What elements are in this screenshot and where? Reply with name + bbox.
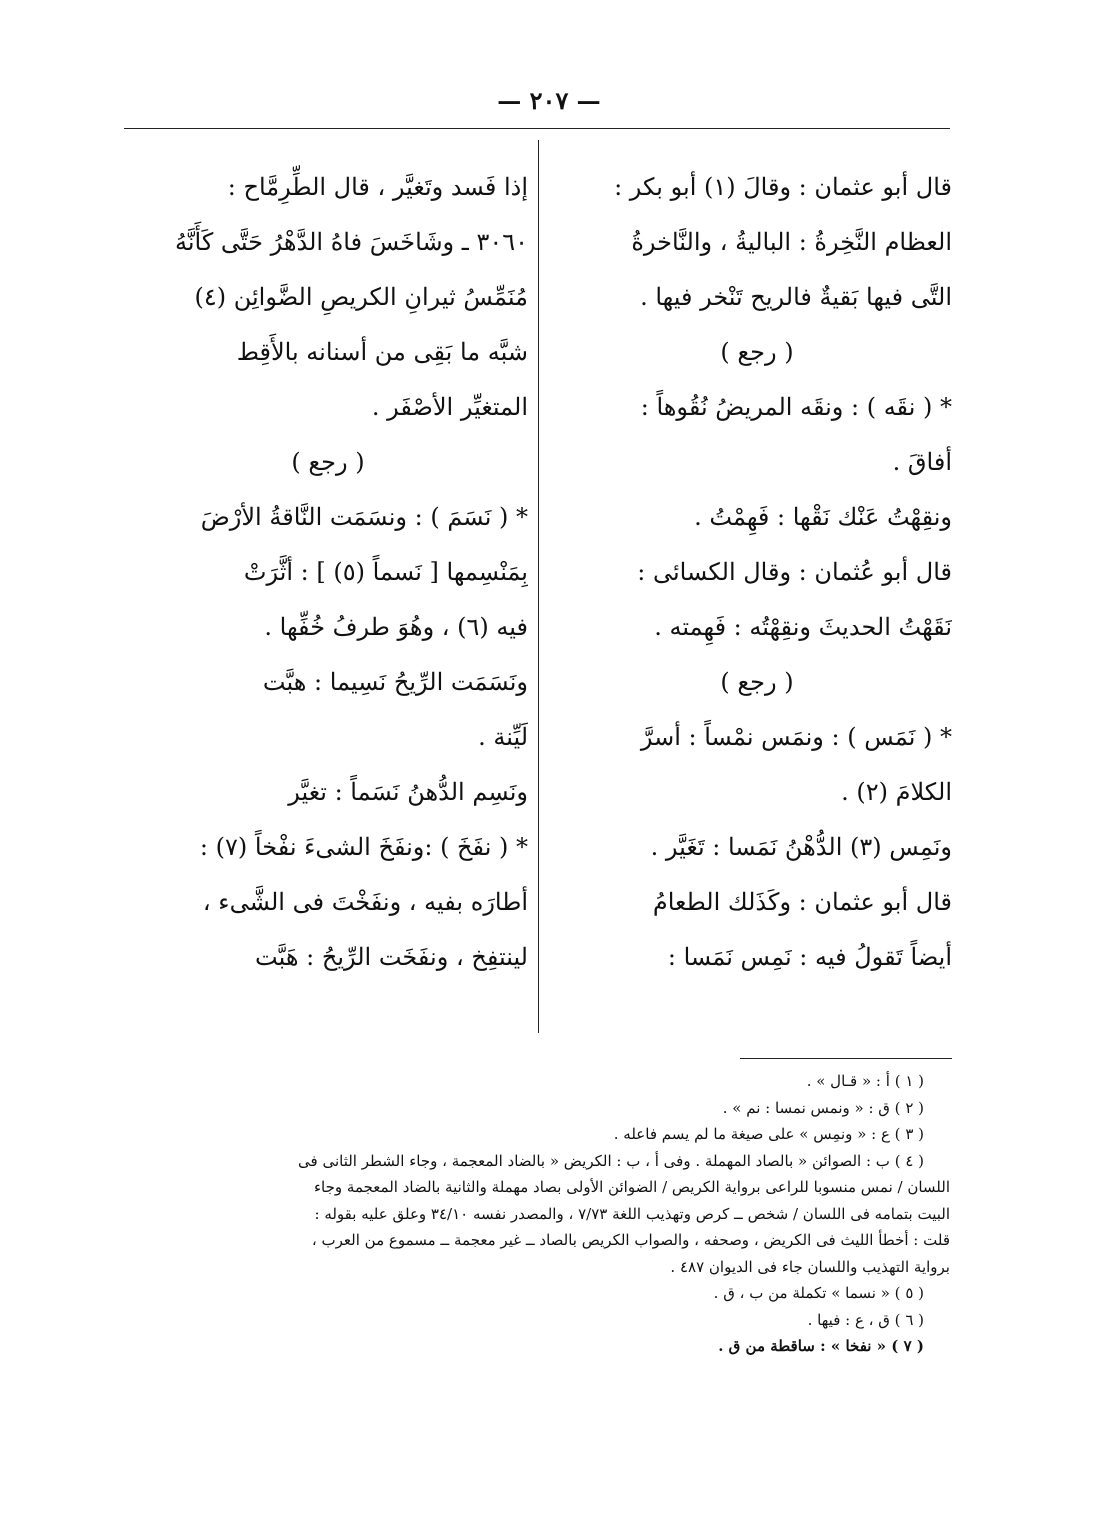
text-line: المتغيِّر الأصْفَر . bbox=[371, 393, 528, 421]
text-line: أطارَه بفيه ، ونفَخْتَ فى الشَّىء ، bbox=[202, 888, 528, 916]
right-column bbox=[562, 160, 952, 985]
text-line: التَّى فيها بَقيةٌ فالريح تَنْخر فيها . bbox=[640, 283, 952, 311]
text-line: ونَمِس (٣) الدُّهْنُ نَمَسا : تَغَيَّر . bbox=[650, 833, 952, 861]
text-line: فيه (٦) ، وهُوَ طرفُ خُفِّها . bbox=[264, 613, 528, 641]
entry-heading-line: * ( نَمَس ) : ونمَس نمْساً : أسرَّ bbox=[640, 723, 952, 751]
column-divider bbox=[538, 140, 539, 1033]
text-line: ونقِهْتُ عَنْك نَقْها : فَهِمْتُ . bbox=[694, 503, 952, 531]
entry-heading-line: * ( نقَه ) : ونقَه المريضُ نُقُوهاً : bbox=[640, 393, 952, 421]
footnote: ( ٣ ) ع : « ونمِس » على صيغة ما لم يسم فاعله . bbox=[613, 1125, 924, 1143]
text-line: العظام النَّخِرةُ : الباليةُ ، والنَّاخرةُ bbox=[631, 228, 952, 256]
footnote: ( ٢ ) ق : « ونمس نمسا : نم » . bbox=[722, 1098, 924, 1117]
text-line: ونَسِم الدُّهنُ نَسَماً : تغيَّر bbox=[288, 778, 528, 806]
top-rule bbox=[124, 128, 950, 129]
text-line: بِمَنْسِمها [ نَسماً (٥) ] : أثَّرَتْ bbox=[243, 558, 528, 586]
text-line: أفاقَ . bbox=[892, 448, 952, 476]
section-marker: ( رجع ) bbox=[720, 338, 794, 366]
left-column bbox=[128, 160, 528, 985]
text-line: قال أبو عثمان : وقالَ (١) أبو بكر : bbox=[614, 173, 952, 201]
section-marker: ( رجع ) bbox=[720, 668, 794, 696]
text-line: لَيِّنة . bbox=[478, 723, 528, 751]
footnote-continuation: اللسان / نمس منسوبا للراعى برواية الكريص / الضوائن الأولى بصاد مهملة والثانية بالضاد المعجمة وجاء bbox=[314, 1178, 950, 1196]
footnote-continuation: برواية التهذيب واللسان جاء فى الديوان ٤٨٧ . bbox=[670, 1257, 950, 1276]
text-line: إذا فَسد وتَغيَّر ، قال الطِّرِمَّاح : bbox=[227, 173, 528, 201]
footnote-rule bbox=[740, 1058, 952, 1059]
text-line: أيضاً تَقولُ فيه : نَمِس نَمَسا : bbox=[667, 943, 952, 971]
text-line: الكلامَ (٢) . bbox=[841, 778, 952, 806]
page-number: — ٢٠٧ — bbox=[497, 86, 601, 115]
footnote: ( ٧ ) « نفخا » : ساقطة من ق . bbox=[718, 1337, 924, 1355]
text-line: شبَّه ما بَقِى من أسنانه بالأَقِط bbox=[236, 338, 528, 366]
footnote: ( ٤ ) ب : الصوائن « بالصاد المهملة . وفى أ ، ب : الكريض « بالضاد المعجمة ، وجاء الشطر الثانى فى bbox=[298, 1151, 924, 1170]
text-line: قال أبو عثمان : وكَذَلك الطعامُ bbox=[652, 888, 952, 916]
text-line: ونَسَمَت الرِّيحُ نَسِيما : هبَّت bbox=[262, 668, 528, 696]
verse-line: مُنَمِّسُ ثيرانِ الكريصِ الضَّوائِن (٤) bbox=[194, 283, 528, 311]
footnote: ( ٦ ) ق ، ع : فيها . bbox=[807, 1310, 924, 1329]
footnote: ( ١ ) أ : « قـال » . bbox=[806, 1072, 924, 1090]
entry-heading-line: * ( نفَخَ ) :ونفَخَ الشىءَ نفْخاً (٧) : bbox=[199, 833, 528, 861]
text-line: نَقَهْتُ الحديثَ ونقِهْتُه : فَهِمته . bbox=[654, 613, 952, 641]
text-line: قال أبو عُثمان : وقال الكسائى : bbox=[637, 558, 952, 586]
section-marker: ( رجع ) bbox=[291, 448, 365, 476]
footnote: ( ٥ ) « نسما » تكملة من ب ، ق . bbox=[713, 1284, 924, 1302]
verse-line: ٣٠٦٠ ـ وشَاخَسَ فاهُ الدَّهْرُ حَتَّى كَأَنَّهُ bbox=[174, 228, 528, 256]
footnote-continuation: قلت : أخطأ الليث فى الكريض ، وصحفه ، والصواب الكريص بالصاد ــ غير معجمة ــ مسموع من العرب ، bbox=[311, 1231, 950, 1249]
entry-heading-line: * ( نَسَمَ ) : ونسَمَت النَّاقةُ الأرْضَ bbox=[200, 503, 528, 531]
text-line: لينتفِخ ، ونفَخَت الرِّيحُ : هَبَّت bbox=[255, 943, 528, 971]
footnotes bbox=[120, 1068, 950, 1360]
footnote-continuation: البيت بتمامه فى اللسان / شخص ــ كرص وتهذيب اللغة ٧/٧٣ ، والمصدر نفسه ٣٤/١٠ وعلق عليه بقوله : bbox=[314, 1204, 950, 1223]
